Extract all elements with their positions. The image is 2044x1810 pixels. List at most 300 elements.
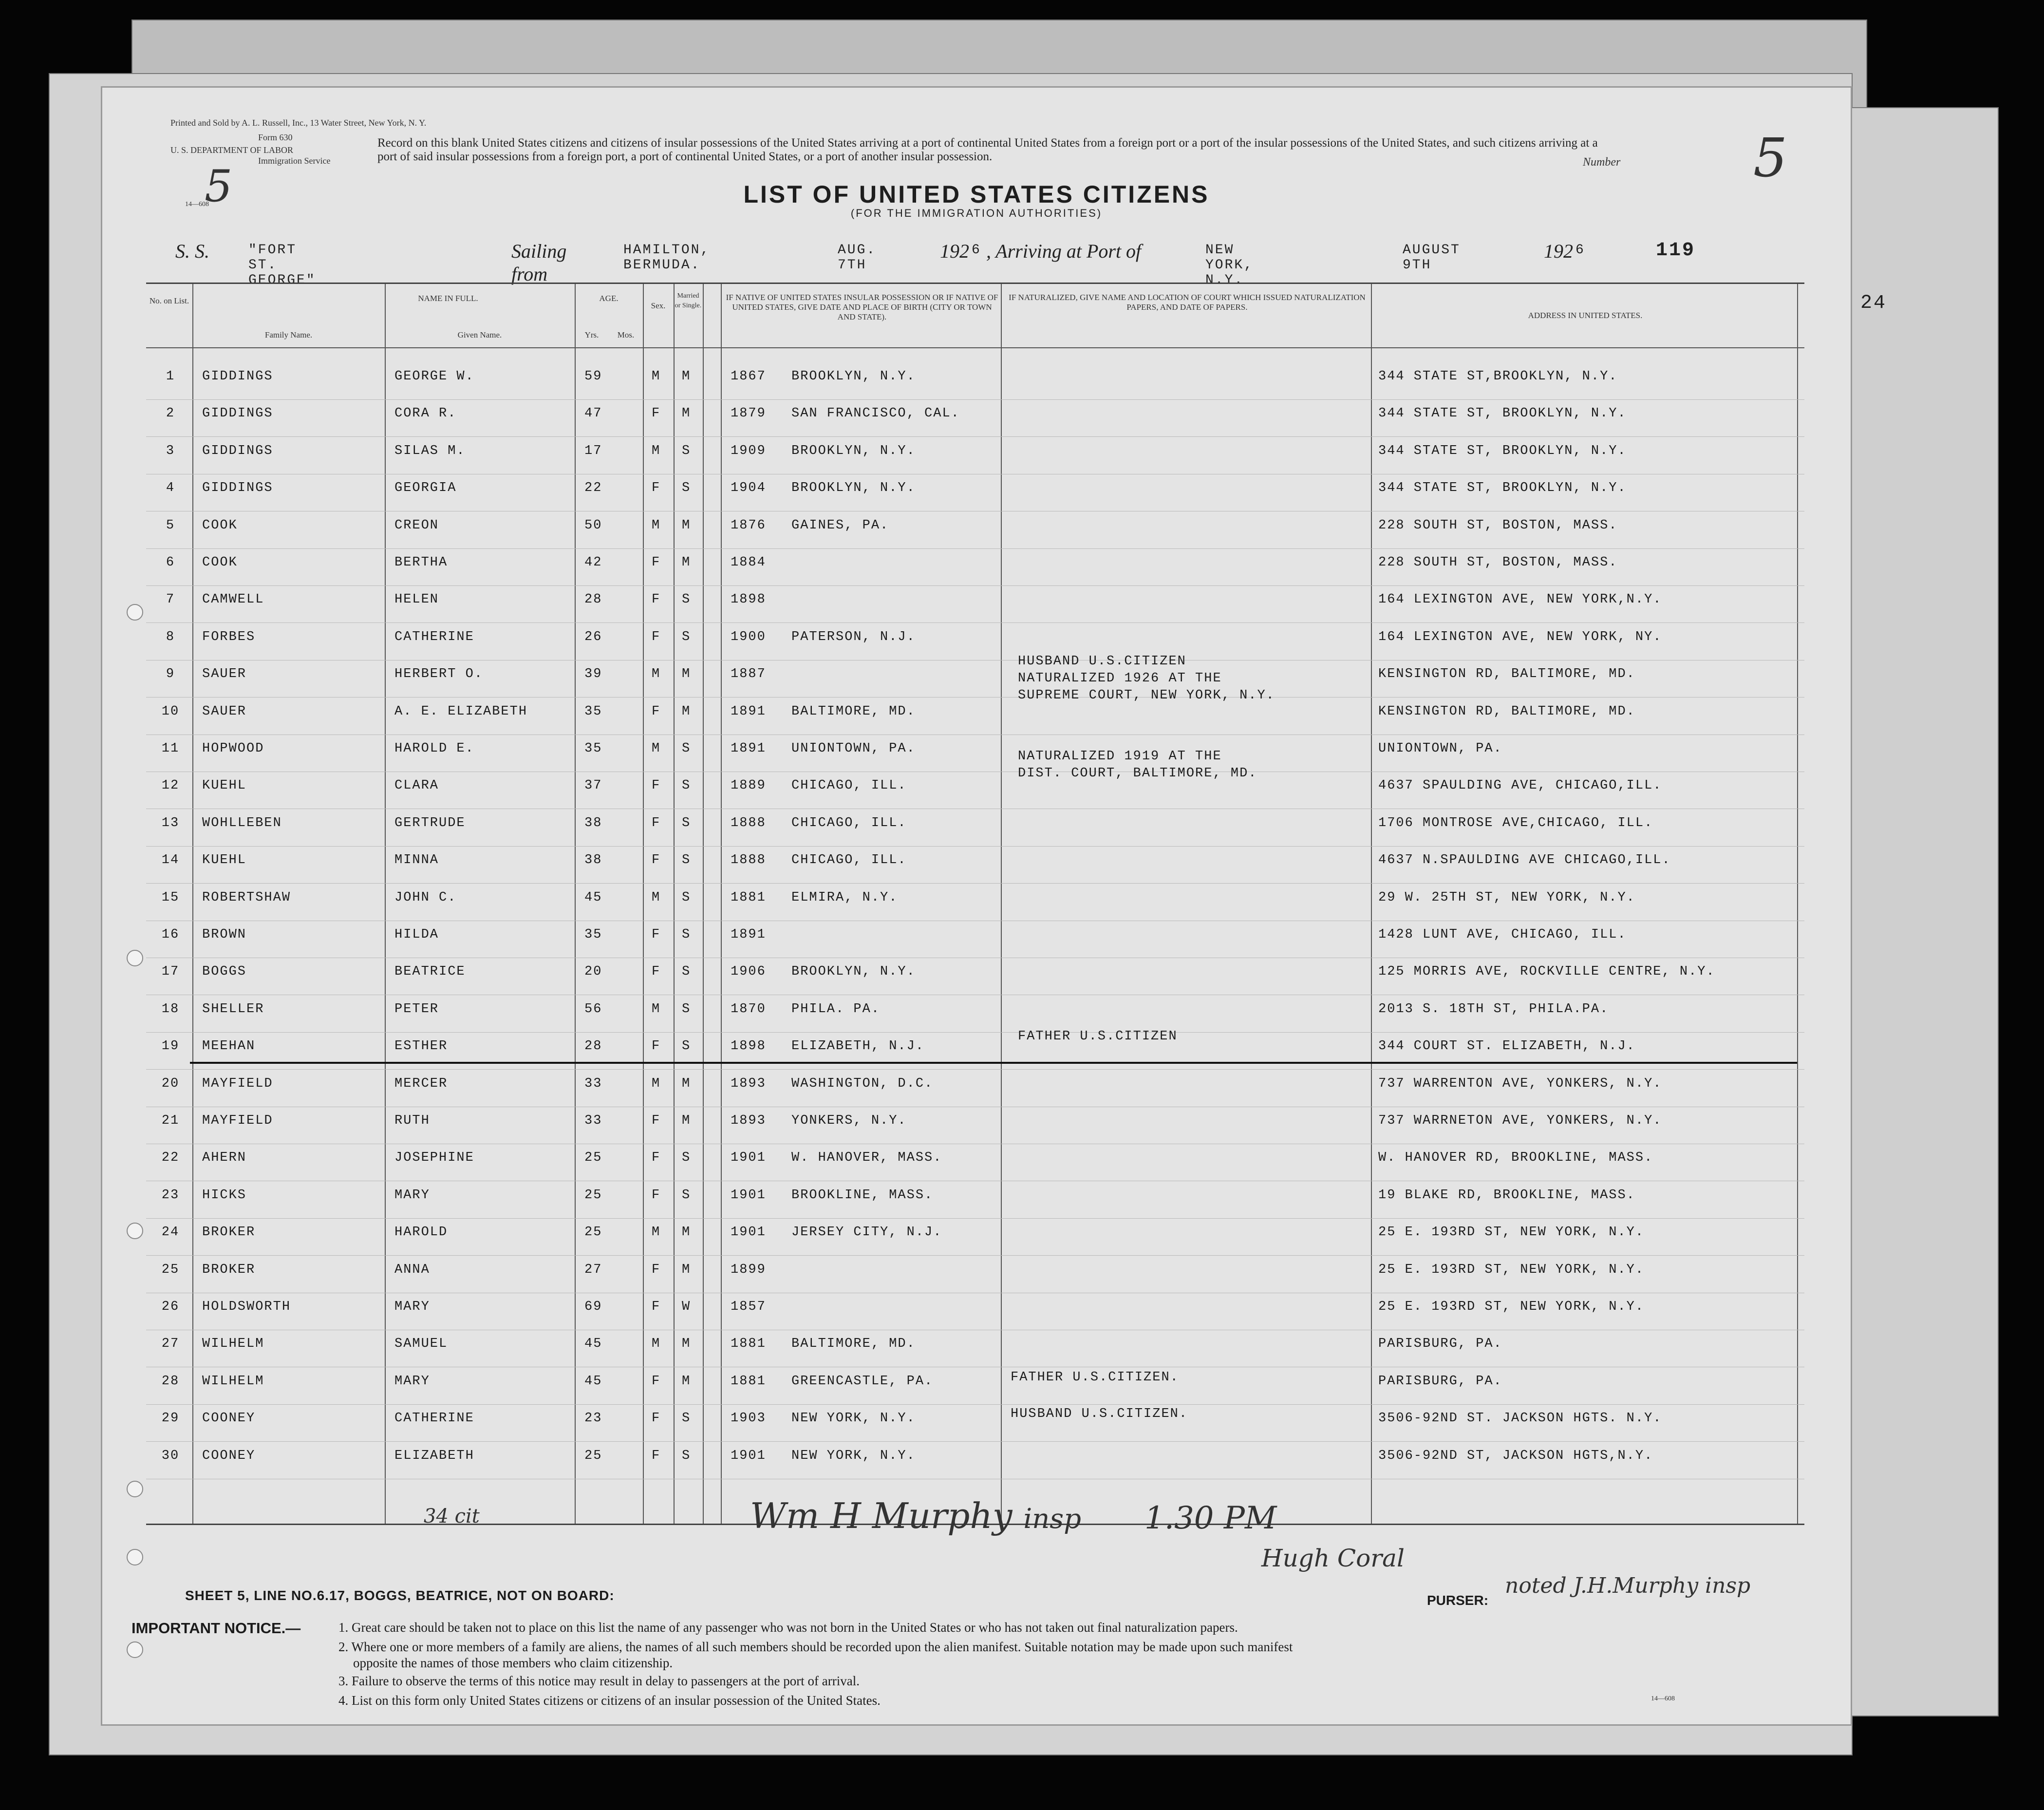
cell-place: ELIZABETH, N.J.: [791, 1039, 925, 1054]
cell-given: ELIZABETH: [394, 1448, 474, 1463]
table-row: [146, 927, 1804, 964]
ship-name: "FORT ST. GEORGE": [248, 243, 316, 288]
cell-age: 25: [584, 1448, 602, 1463]
cell-given: CATHERINE: [394, 629, 474, 644]
note-holdsworth: HUSBAND U.S.CITIZEN.: [1011, 1407, 1188, 1421]
cell-age: 59: [584, 369, 602, 384]
cell-place: CHICAGO, ILL.: [791, 853, 907, 868]
table-row: [146, 1150, 1804, 1188]
cell-n: 30: [161, 1448, 180, 1463]
cell-address: 164 LEXINGTON AVE, NEW YORK,N.Y.: [1378, 592, 1662, 607]
cell-n: 8: [166, 629, 175, 644]
cell-family: COOK: [202, 518, 238, 533]
cell-ms: M: [682, 555, 691, 570]
page-subtitle: (FOR THE IMMIGRATION AUTHORITIES): [850, 207, 1103, 219]
col-header-birth: IF NATIVE OF UNITED STATES INSULAR POSSESSION OR IF NATIVE OF UNITED STATES, GIVE DATE AND PLACE OF BIRTH (CITY OR TOWN AND STATE).: [726, 293, 998, 321]
cell-address: 3506-92ND ST. JACKSON HGTS. N.Y.: [1378, 1411, 1662, 1426]
cell-year: 1900: [731, 629, 766, 644]
cell-n: 16: [161, 927, 180, 942]
cell-n: 2: [166, 406, 175, 421]
cell-year: 1891: [731, 927, 766, 942]
table-row: [146, 592, 1804, 629]
table-row: [146, 853, 1804, 890]
footer-form-code: 14—608: [1651, 1695, 1675, 1702]
cell-year: 1893: [731, 1076, 766, 1091]
cell-ms: S: [682, 964, 691, 980]
cell-given: JOSEPHINE: [394, 1150, 474, 1166]
cell-place: BROOKLYN, N.Y.: [791, 369, 916, 384]
cell-year: 1909: [731, 443, 766, 458]
margin-note: 34 cit: [424, 1505, 480, 1527]
cell-address: W. HANOVER RD, BROOKLINE, MASS.: [1378, 1150, 1653, 1166]
cell-age: 45: [584, 1374, 602, 1389]
cell-given: GERTRUDE: [394, 815, 466, 830]
cell-n: 28: [161, 1374, 180, 1389]
cell-ms: M: [682, 518, 691, 533]
cell-sex: F: [652, 927, 661, 942]
cell-family: BROKER: [202, 1262, 256, 1277]
cell-address: 3506-92ND ST, JACKSON HGTS,N.Y.: [1378, 1448, 1653, 1463]
cell-given: MARY: [394, 1188, 430, 1203]
cell-address: 25 E. 193RD ST, NEW YORK, N.Y.: [1378, 1225, 1645, 1240]
cell-place: BALTIMORE, MD.: [791, 704, 916, 719]
table-row: [146, 741, 1804, 778]
cell-address: 1706 MONTROSE AVE,CHICAGO, ILL.: [1378, 815, 1653, 830]
cell-place: ELMIRA, N.Y.: [791, 890, 898, 905]
cell-ms: M: [682, 1076, 691, 1091]
cell-address: 737 WARRENTON AVE, YONKERS, N.Y.: [1378, 1076, 1662, 1091]
cell-sex: F: [652, 1262, 661, 1277]
cell-address: 737 WARRNETON AVE, YONKERS, N.Y.: [1378, 1113, 1662, 1128]
table-row: [146, 1039, 1804, 1076]
note-brown: FATHER U.S.CITIZEN: [1018, 1029, 1178, 1044]
cell-family: SHELLER: [202, 1001, 264, 1017]
cell-year: 1901: [731, 1225, 766, 1240]
cell-year: 1906: [731, 964, 766, 980]
cell-n: 22: [161, 1150, 180, 1166]
cell-year: 1899: [731, 1262, 766, 1277]
cell-ms: S: [682, 815, 691, 830]
cell-place: GAINES, PA.: [791, 518, 889, 533]
signature-suffix: insp: [1023, 1503, 1081, 1535]
cell-sex: M: [652, 1076, 661, 1091]
cell-year: 1888: [731, 853, 766, 868]
cell-ms: S: [682, 592, 691, 607]
cell-place: BROOKLYN, N.Y.: [791, 443, 916, 458]
notice-2a: 2. Where one or more members of a family are aliens, the names of all such members should be recorded upon the alien manifest. Suitable notation may be made upon such manifest: [338, 1640, 1293, 1654]
col-header-mos: Mos.: [617, 330, 635, 339]
cell-year: 1903: [731, 1411, 766, 1426]
sailing-label: Sailing from: [511, 240, 567, 285]
service: Immigration Service: [258, 156, 331, 166]
cell-sex: F: [652, 629, 661, 644]
col-header-no: No. on List.: [149, 296, 189, 305]
cell-place: BROOKLYN, N.Y.: [791, 481, 916, 496]
cell-ms: S: [682, 481, 691, 496]
cell-given: ANNA: [394, 1262, 430, 1277]
cell-age: 56: [584, 1001, 602, 1017]
cell-given: PETER: [394, 1001, 439, 1017]
cell-year: 1881: [731, 1337, 766, 1352]
table-row: [146, 1300, 1804, 1337]
cell-n: 9: [166, 667, 175, 682]
notice-1: 1. Great care should be taken not to place on this list the name of any passenger who was not born in the United States or who has not taken out final naturalization papers.: [338, 1620, 1238, 1635]
cell-family: SAUER: [202, 667, 247, 682]
table-row: [146, 1225, 1804, 1262]
cell-given: GEORGIA: [394, 481, 457, 496]
form-code: 14—608: [185, 201, 209, 208]
sailing-year: 192: [940, 240, 969, 262]
table-row: [146, 816, 1804, 853]
cell-sex: M: [652, 1337, 661, 1352]
cell-family: COONEY: [202, 1448, 256, 1463]
cell-address: 29 W. 25TH ST, NEW YORK, N.Y.: [1378, 890, 1635, 905]
cell-n: 1: [166, 369, 175, 384]
cell-n: 25: [161, 1262, 180, 1277]
cell-place: UNIONTOWN, PA.: [791, 741, 916, 756]
cell-address: 25 E. 193RD ST, NEW YORK, N.Y.: [1378, 1262, 1645, 1277]
cell-given: GEORGE W.: [394, 369, 474, 384]
cell-ms: M: [682, 1113, 691, 1128]
cell-age: 25: [584, 1188, 602, 1203]
arrival-port: NEW YORK, N.Y.: [1205, 243, 1254, 288]
cell-place: GREENCASTLE, PA.: [791, 1374, 934, 1389]
cell-given: BERTHA: [394, 555, 448, 570]
cell-address: 344 STATE ST, BROOKLYN, N.Y.: [1378, 481, 1627, 496]
table-row: [146, 1411, 1804, 1448]
cell-ms: M: [682, 704, 691, 719]
time-note: 1.30 PM: [1144, 1500, 1277, 1536]
table-row: [146, 555, 1804, 592]
punch-hole: [127, 1641, 143, 1658]
table-row: [146, 518, 1804, 555]
cell-given: CATHERINE: [394, 1411, 474, 1426]
manifest-page: [102, 88, 1887, 1724]
cell-place: BROOKLYN, N.Y.: [791, 964, 916, 980]
cell-family: HICKS: [202, 1188, 247, 1203]
cell-address: 228 SOUTH ST, BOSTON, MASS.: [1378, 555, 1618, 570]
punch-hole: [127, 1481, 143, 1497]
cell-address: 228 SOUTH ST, BOSTON, MASS.: [1378, 518, 1618, 533]
printer-line: Printed and Sold by A. L. Russell, Inc., 13 Water Street, New York, N. Y.: [170, 118, 427, 128]
cell-n: 12: [161, 778, 180, 793]
cell-family: MAYFIELD: [202, 1113, 273, 1128]
cell-age: 47: [584, 406, 602, 421]
cell-year: 1888: [731, 815, 766, 830]
cell-address: 344 STATE ST,BROOKLYN, N.Y.: [1378, 369, 1618, 384]
cell-address: 2013 S. 18TH ST, PHILA.PA.: [1378, 1001, 1609, 1017]
purser-signature: noted J.H.Murphy insp: [1505, 1573, 1751, 1598]
inspector-signature: [750, 1495, 1081, 1536]
cell-sex: F: [652, 1411, 661, 1426]
cell-given: CORA R.: [394, 406, 457, 421]
cell-address: 1428 LUNT AVE, CHICAGO, ILL.: [1378, 927, 1627, 942]
punch-hole: [127, 950, 143, 966]
cell-age: 23: [584, 1411, 602, 1426]
cell-sex: F: [652, 778, 661, 793]
cell-ms: S: [682, 1448, 691, 1463]
cell-n: 26: [161, 1300, 180, 1314]
cell-family: AHERN: [202, 1150, 247, 1166]
number-label: Number: [1583, 156, 1621, 169]
table-row: [146, 1113, 1804, 1150]
col-header-married: Married or Single.: [675, 292, 702, 309]
cell-place: CHICAGO, ILL.: [791, 778, 907, 793]
cell-family: MEEHAN: [202, 1039, 256, 1054]
punch-hole: [127, 604, 143, 621]
cell-ms: M: [682, 1374, 691, 1389]
cell-sex: F: [652, 1039, 661, 1054]
initials-note: Hugh Coral: [1261, 1544, 1405, 1572]
cell-given: JOHN C.: [394, 890, 457, 905]
cell-sex: F: [652, 592, 661, 607]
cell-year: 1901: [731, 1188, 766, 1203]
cell-address: UNIONTOWN, PA.: [1378, 741, 1502, 756]
cell-n: 3: [166, 443, 175, 458]
cell-given: BEATRICE: [394, 964, 466, 980]
cell-age: 45: [584, 890, 602, 905]
cell-ms: S: [682, 1001, 691, 1017]
cell-age: 45: [584, 1337, 602, 1352]
cell-age: 25: [584, 1150, 602, 1166]
arrival-date: AUGUST 9TH: [1403, 243, 1461, 273]
punch-hole: [127, 1549, 143, 1565]
cell-n: 20: [161, 1076, 180, 1091]
cell-family: ROBERTSHAW: [202, 890, 291, 905]
cell-n: 6: [166, 555, 175, 570]
page-title: LIST OF UNITED STATES CITIZENS: [743, 181, 1210, 208]
cell-address: 344 COURT ST. ELIZABETH, N.J.: [1378, 1039, 1635, 1054]
cell-place: NEW YORK, N.Y.: [791, 1448, 916, 1463]
cell-sex: F: [652, 1448, 661, 1463]
table-row: [146, 369, 1804, 406]
cell-ms: M: [682, 667, 691, 682]
table-row: [146, 630, 1804, 667]
voyage-line: [175, 240, 1696, 288]
cell-family: KUEHL: [202, 778, 247, 793]
cell-n: 27: [161, 1337, 180, 1352]
cell-given: CREON: [394, 518, 439, 533]
ss-label: S. S.: [175, 240, 209, 262]
col-header-age: AGE.: [599, 294, 619, 303]
cell-given: HILDA: [394, 927, 439, 942]
cell-year: 1881: [731, 1374, 766, 1389]
cell-address: 125 MORRIS AVE, ROCKVILLE CENTRE, N.Y.: [1378, 964, 1715, 980]
cell-given: SILAS M.: [394, 443, 466, 458]
note-broker: FATHER U.S.CITIZEN.: [1011, 1370, 1179, 1385]
table-row: [146, 1449, 1804, 1486]
cell-n: 18: [161, 1001, 180, 1017]
cell-place: PHILA. PA.: [791, 1001, 881, 1017]
cell-n: 19: [161, 1039, 180, 1054]
cell-year: 1891: [731, 704, 766, 719]
cell-given: HAROLD: [394, 1225, 448, 1240]
cell-year: 1901: [731, 1448, 766, 1463]
cell-ms: S: [682, 1411, 691, 1426]
cell-year: 1857: [731, 1300, 766, 1314]
cell-age: 37: [584, 778, 602, 793]
purser-label: PURSER:: [1427, 1593, 1489, 1608]
sailing-from: HAMILTON, BERMUDA.: [623, 243, 711, 273]
cell-n: 24: [161, 1225, 180, 1240]
cell-given: MARY: [394, 1374, 430, 1389]
cell-given: MINNA: [394, 853, 439, 868]
note-sauer-1: NATURALIZED 1919 AT THE: [1018, 749, 1222, 764]
cell-place: YONKERS, N.Y.: [791, 1113, 907, 1128]
cell-family: GIDDINGS: [202, 443, 273, 458]
note-cook-1: HUSBAND U.S.CITIZEN: [1018, 654, 1186, 669]
table-row: [146, 667, 1804, 704]
cell-age: 69: [584, 1300, 602, 1314]
cell-age: 38: [584, 815, 602, 830]
cell-sex: M: [652, 667, 661, 682]
cell-sex: F: [652, 1150, 661, 1166]
cell-year: 1893: [731, 1113, 766, 1128]
cell-ms: S: [682, 853, 691, 868]
note-sauer-2: DIST. COURT, BALTIMORE, MD.: [1018, 766, 1257, 781]
cell-address: 19 BLAKE RD, BROOKLINE, MASS.: [1378, 1188, 1635, 1203]
cell-ms: M: [682, 369, 691, 384]
cell-age: 35: [584, 704, 602, 719]
cell-age: 26: [584, 629, 602, 644]
cell-family: COONEY: [202, 1411, 256, 1426]
cell-address: PARISBURG, PA.: [1378, 1337, 1502, 1352]
cell-ms: S: [682, 778, 691, 793]
table-row: [146, 1188, 1804, 1225]
cell-family: BROKER: [202, 1225, 256, 1240]
cell-ms: W: [682, 1300, 691, 1314]
cell-family: SAUER: [202, 704, 247, 719]
cell-year: 1891: [731, 741, 766, 756]
cell-year: 1879: [731, 406, 766, 421]
cell-n: 15: [161, 890, 180, 905]
table-row: [146, 444, 1804, 481]
table-row: [146, 1337, 1804, 1374]
cell-family: WILHELM: [202, 1337, 264, 1352]
cell-age: 42: [584, 555, 602, 570]
cell-sex: M: [652, 890, 661, 905]
cell-age: 35: [584, 927, 602, 942]
col-header-name: NAME IN FULL.: [418, 294, 478, 303]
cell-ms: S: [682, 741, 691, 756]
table-row: [146, 890, 1804, 927]
cell-given: HELEN: [394, 592, 439, 607]
cell-sex: M: [652, 1001, 661, 1017]
cell-age: 28: [584, 1039, 602, 1054]
cell-year: 1887: [731, 667, 766, 682]
cell-sex: F: [652, 964, 661, 980]
cell-given: ESTHER: [394, 1039, 448, 1054]
cell-given: A. E. ELIZABETH: [394, 704, 528, 719]
arrival-year: 192: [1544, 240, 1573, 262]
col-header-address: ADDRESS IN UNITED STATES.: [1528, 311, 1643, 320]
cell-sex: F: [652, 704, 661, 719]
cell-sex: F: [652, 1113, 661, 1128]
cell-age: 39: [584, 667, 602, 682]
cell-year: 1898: [731, 1039, 766, 1054]
cell-family: MAYFIELD: [202, 1076, 273, 1091]
cell-n: 13: [161, 815, 180, 830]
cell-given: HAROLD E.: [394, 741, 474, 756]
cell-address: 4637 SPAULDING AVE, CHICAGO,ILL.: [1378, 778, 1662, 793]
cell-address: 344 STATE ST, BROOKLYN, N.Y.: [1378, 443, 1627, 458]
side-number: 24: [1860, 292, 1887, 314]
cell-n: 7: [166, 592, 175, 607]
cell-n: 10: [161, 704, 180, 719]
cell-n: 11: [161, 741, 180, 756]
cell-family: WOHLLEBEN: [202, 815, 282, 830]
cell-year: 1876: [731, 518, 766, 533]
cell-year: 1870: [731, 1001, 766, 1017]
signature-name: Wm H Murphy: [750, 1495, 1013, 1536]
cell-sex: F: [652, 555, 661, 570]
cell-age: 50: [584, 518, 602, 533]
cell-age: 25: [584, 1225, 602, 1240]
cell-place: BALTIMORE, MD.: [791, 1337, 916, 1352]
cell-age: 20: [584, 964, 602, 980]
cell-year: 1881: [731, 890, 766, 905]
table-row: [146, 1374, 1804, 1411]
cell-family: WILHELM: [202, 1374, 264, 1389]
table-row: [146, 1076, 1804, 1113]
cell-year: 1884: [731, 555, 766, 570]
cell-ms: M: [682, 406, 691, 421]
cell-given: HERBERT O.: [394, 667, 484, 682]
table-row: [146, 778, 1804, 815]
cell-address: PARISBURG, PA.: [1378, 1374, 1502, 1389]
cell-given: SAMUEL: [394, 1337, 448, 1352]
table-row: [146, 481, 1804, 518]
cell-family: COOK: [202, 555, 238, 570]
cell-ms: S: [682, 1188, 691, 1203]
cell-place: SAN FRANCISCO, CAL.: [791, 406, 960, 421]
arriving-label: , Arriving at Port of: [986, 240, 1142, 262]
note-cook-2: NATURALIZED 1926 AT THE: [1018, 671, 1222, 686]
col-header-yrs: Yrs.: [584, 330, 599, 339]
cell-age: 28: [584, 592, 602, 607]
cell-family: BROWN: [202, 927, 247, 942]
cell-place: WASHINGTON, D.C.: [791, 1076, 934, 1091]
cell-sex: F: [652, 815, 661, 830]
cell-family: FORBES: [202, 629, 256, 644]
cell-ms: M: [682, 1262, 691, 1277]
cell-sex: F: [652, 481, 661, 496]
cell-address: KENSINGTON RD, BALTIMORE, MD.: [1378, 667, 1635, 682]
cell-n: 17: [161, 964, 180, 980]
col-header-family: Family Name.: [264, 330, 313, 339]
cell-ms: M: [682, 1337, 691, 1352]
cell-family: HOLDSWORTH: [202, 1300, 291, 1314]
cell-age: 17: [584, 443, 602, 458]
cell-sex: M: [652, 369, 661, 384]
col-header-sex: Sex.: [651, 301, 666, 310]
strike-line: [190, 1062, 1797, 1064]
cell-year: 1867: [731, 369, 766, 384]
table-row: [146, 1002, 1804, 1039]
cell-address: 4637 N.SPAULDING AVE CHICAGO,ILL.: [1378, 853, 1671, 868]
cell-ms: M: [682, 1225, 691, 1240]
cell-n: 4: [166, 481, 175, 496]
cell-year: 1898: [731, 592, 766, 607]
cell-sex: M: [652, 443, 661, 458]
table-row: [146, 704, 1804, 741]
sailing-date: AUG. 7TH: [838, 243, 877, 273]
cell-sex: M: [652, 518, 661, 533]
cell-sex: M: [652, 741, 661, 756]
cell-age: 33: [584, 1113, 602, 1128]
notice-label: IMPORTANT NOTICE.—: [131, 1620, 301, 1637]
department: U. S. DEPARTMENT OF LABOR: [170, 145, 293, 155]
